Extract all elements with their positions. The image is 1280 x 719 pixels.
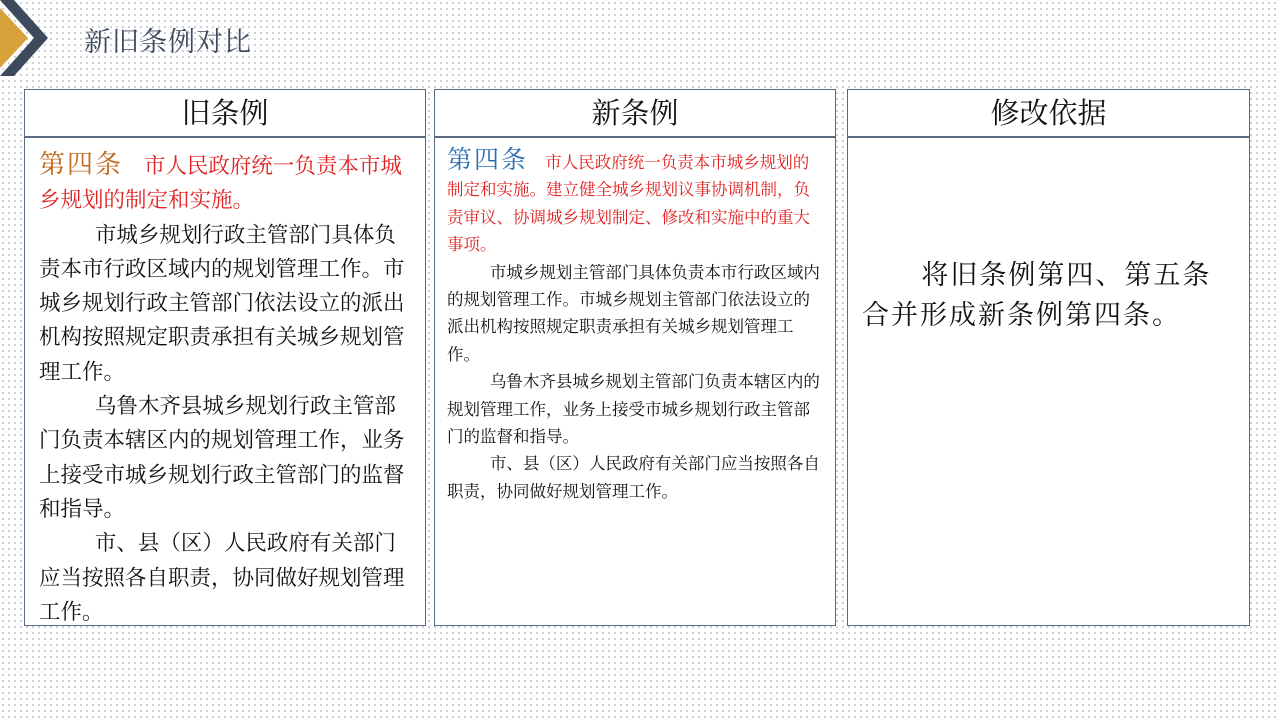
revision-basis-text: 将旧条例第四、第五条合并形成新条例第四条。 bbox=[862, 260, 1212, 331]
page-title: 新旧条例对比 bbox=[84, 27, 252, 58]
new-paragraph: 乌鲁木齐县城乡规划主管部门负责本辖区内的规划管理工作，业务上接受市城乡规划行政主管部门的监督和指导。 bbox=[447, 372, 820, 447]
old-paragraph: 乌鲁木齐县城乡规划行政主管部门负责本辖区内的规划管理工作，业务上接受市城乡规划行政主管部门的监督和指导。 bbox=[39, 394, 405, 522]
new-paragraph: 市、县（区）人民政府有关部门应当按照各自职责，协同做好规划管理工作。 bbox=[447, 454, 820, 501]
new-paragraph: 市城乡规划主管部门具体负责本市行政区域内的规划管理工作。市城乡规划主管部门依法设立的派出机构按照规定职责承担有关城乡规划管理工作。 bbox=[447, 262, 820, 364]
old-article-lead: 市人民政府统一负责本市城乡规划的制定和实施。 bbox=[39, 154, 402, 214]
new-article-lead: 市人民政府统一负责本市城乡规划的制定和实施。建立健全城乡规划议事协调机制，负责审议、协调城乡规划制定、修改和实施中的重大事项。 bbox=[447, 153, 810, 255]
old-article-first-line bbox=[39, 148, 411, 219]
new-regulation-panel bbox=[434, 89, 836, 626]
new-article-first-line bbox=[447, 146, 823, 259]
new-regulation-body bbox=[435, 138, 835, 505]
old-regulation-header: 旧条例 bbox=[25, 90, 425, 138]
old-paragraph: 市、县（区）人民政府有关部门应当按照各自职责，协同做好规划管理工作。 bbox=[39, 531, 405, 625]
revision-basis-header: 修改依据 bbox=[848, 90, 1249, 138]
double-chevron-icon bbox=[0, 0, 60, 95]
old-regulation-panel bbox=[24, 89, 426, 626]
new-article-number: 第四条 bbox=[447, 145, 529, 174]
old-paragraph: 市城乡规划行政主管部门具体负责本市行政区域内的规划管理工作。市城乡规划行政主管部门依法设立的派出机构按照规定职责承担有关城乡规划管理工作。 bbox=[39, 222, 405, 385]
new-regulation-header: 新条例 bbox=[435, 90, 835, 138]
revision-basis-panel bbox=[847, 89, 1250, 626]
old-article-number: 第四条 bbox=[39, 150, 124, 180]
old-regulation-body bbox=[25, 138, 425, 630]
